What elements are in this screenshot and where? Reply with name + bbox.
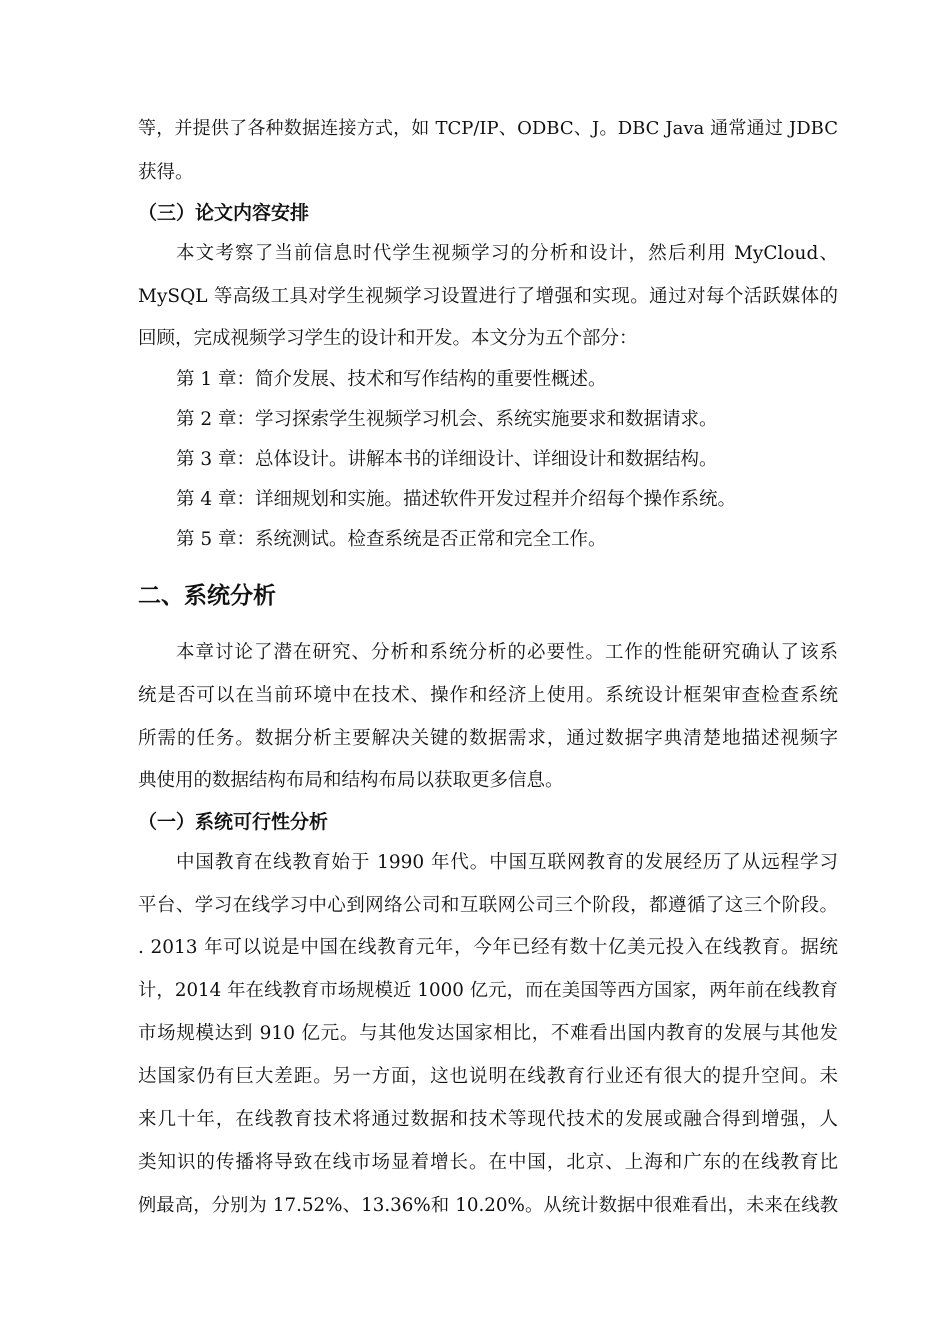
paragraph-line: 等，并提供了各种数据连接方式，如 TCP/IP、ODBC、J。DBC Java 通常通过 JDBC xyxy=(138,118,838,139)
paragraph-line: 市场规模达到 910 亿元。与其他发达国家相比，不难看出国内教育的发展与其他发 xyxy=(138,1023,838,1044)
paragraph-line: 类知识的传播将导致在线市场显着增长。在中国，北京、上海和广东的在线教育比 xyxy=(138,1152,838,1173)
chapter-heading-system-analysis: 二、系统分析 xyxy=(138,583,276,609)
paragraph-line: 例最高，分别为 17.52%、13.36%和 10.20%。从统计数据中很难看出，未来在线教 xyxy=(138,1195,838,1216)
paragraph-line: 达国家仍有巨大差距。另一方面，这也说明在线教育行业还有很大的提升空间。未 xyxy=(138,1066,838,1087)
paragraph-line: 来几十年，在线教育技术将通过数据和技术等现代技术的发展或融合得到增强，人 xyxy=(138,1109,838,1130)
section-heading-feasibility: （一）系统可行性分析 xyxy=(138,811,329,833)
paragraph-line: 典使用的数据结构布局和结构布局以获取更多信息。 xyxy=(138,770,564,791)
paragraph-line: 平台、学习在线学习中心到网络公司和互联网公司三个阶段，都遵循了这三个阶段。 xyxy=(138,895,838,916)
document-body xyxy=(138,0,838,1344)
paragraph-line: MySQL 等高级工具对学生视频学习设置进行了增强和实现。通过对每个活跃媒体的 xyxy=(138,286,838,307)
chapter-list-item: 第 5 章：系统测试。检查系统是否正常和完全工作。 xyxy=(176,529,607,550)
paragraph-line: 本文考察了当前信息时代学生视频学习的分析和设计，然后利用 MyCloud、 xyxy=(176,243,838,264)
paragraph-line: 计，2014 年在线教育市场规模近 1000 亿元，而在美国等西方国家，两年前在线教育 xyxy=(138,980,838,1001)
chapter-list-item: 第 1 章：简介发展、技术和写作结构的重要性概述。 xyxy=(176,369,607,390)
paragraph-line: 所需的任务。数据分析主要解决关键的数据需求，通过数据字典清楚地描述视频字 xyxy=(138,728,838,749)
paragraph-line: 中国教育在线教育始于 1990 年代。中国互联网教育的发展经历了从远程学习 xyxy=(176,852,838,873)
chapter-list-item: 第 2 章：学习探索学生视频学习机会、系统实施要求和数据请求。 xyxy=(176,409,718,430)
paragraph-line: 回顾，完成视频学习学生的设计和开发。本文分为五个部分： xyxy=(138,328,638,349)
section-heading-thesis-arrangement: （三）论文内容安排 xyxy=(138,202,310,224)
chapter-list-item: 第 3 章：总体设计。讲解本书的详细设计、详细设计和数据结构。 xyxy=(176,449,718,470)
paragraph-line: . 2013 年可以说是中国在线教育元年，今年已经有数十亿美元投入在线教育。据统 xyxy=(138,937,838,958)
paragraph-line: 统是否可以在当前环境中在技术、操作和经济上使用。系统设计框架审查检查系统 xyxy=(138,685,838,706)
paragraph-line: 获得。 xyxy=(138,162,194,183)
paragraph-line: 本章讨论了潜在研究、分析和系统分析的必要性。工作的性能研究确认了该系 xyxy=(176,642,838,663)
chapter-list-item: 第 4 章：详细规划和实施。描述软件开发过程并介绍每个操作系统。 xyxy=(176,489,737,510)
